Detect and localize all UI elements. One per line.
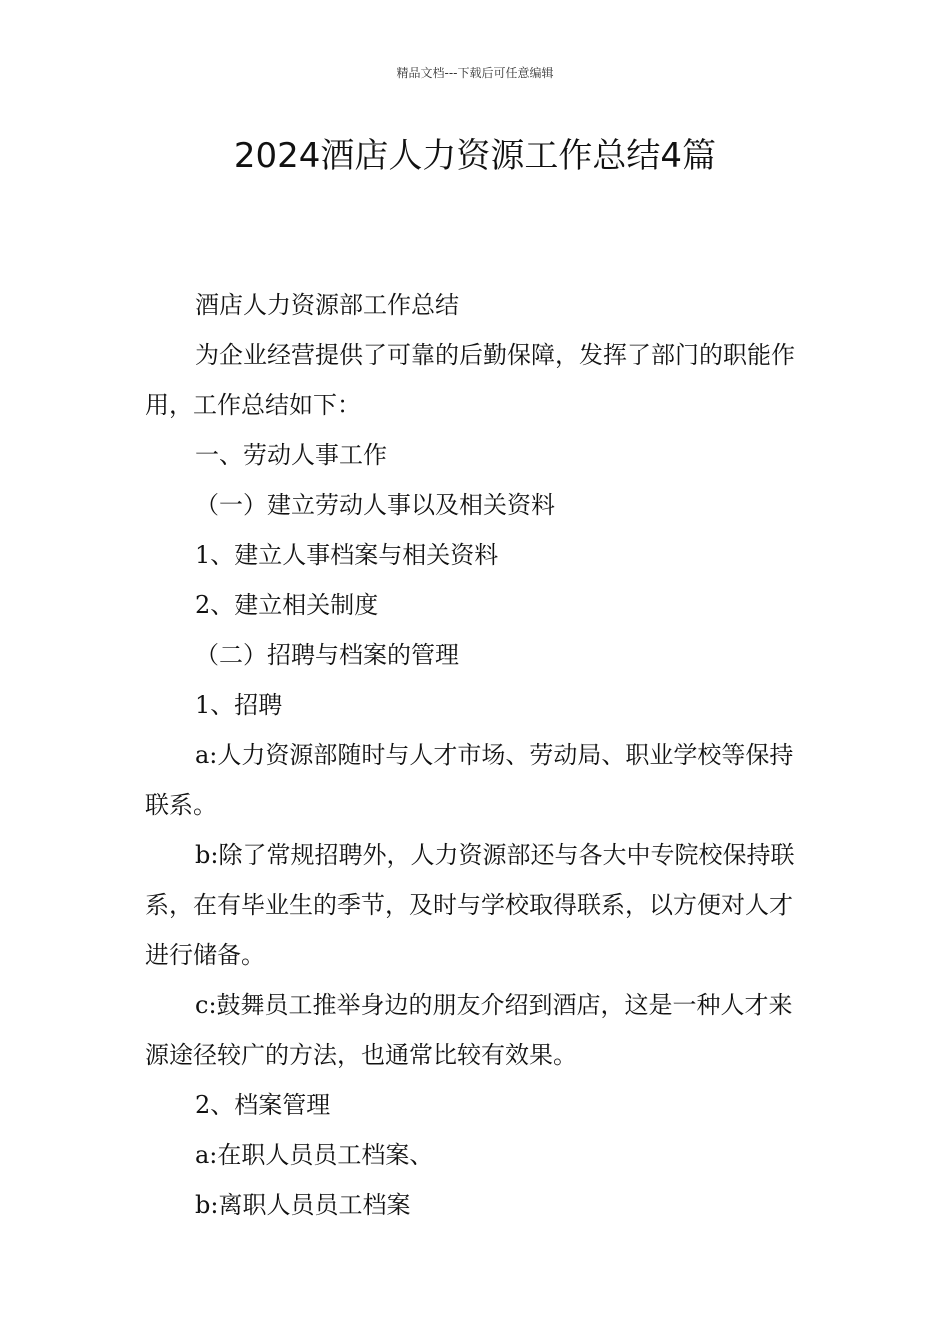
paragraph: 为企业经营提供了可靠的后勤保障，发挥了部门的职能作用，工作总结如下： xyxy=(145,341,795,419)
paragraph: （一）建立劳动人事以及相关资料 xyxy=(195,491,555,519)
paragraph: 2、建立相关制度 xyxy=(195,591,379,619)
header-note: 精品文档---下载后可任意编辑 xyxy=(396,66,554,80)
paragraph: 一、劳动人事工作 xyxy=(195,441,387,469)
paragraph: c:鼓舞员工推举身边的朋友介绍到酒店，这是一种人才来源途径较广的方法，也通常比较有效果。 xyxy=(145,991,793,1069)
paragraph: 酒店人力资源部工作总结 xyxy=(195,291,459,319)
paragraph: 2、档案管理 xyxy=(195,1091,331,1119)
paragraph: （二）招聘与档案的管理 xyxy=(195,641,459,669)
paragraph: b:除了常规招聘外，人力资源部还与各大中专院校保持联系，在有毕业生的季节，及时与学校取得联系，以方便对人才进行储备。 xyxy=(145,841,795,969)
paragraph: a:人力资源部随时与人才市场、劳动局、职业学校等保持联系。 xyxy=(145,741,794,819)
paragraph: 1、建立人事档案与相关资料 xyxy=(195,541,499,569)
paragraph: a:在职人员员工档案、 xyxy=(195,1141,434,1169)
paragraph: b:离职人员员工档案 xyxy=(195,1191,411,1219)
document-body xyxy=(145,280,807,1230)
document-title: 2024酒店人力资源工作总结4篇 xyxy=(233,136,717,176)
paragraph: 1、招聘 xyxy=(195,691,283,719)
